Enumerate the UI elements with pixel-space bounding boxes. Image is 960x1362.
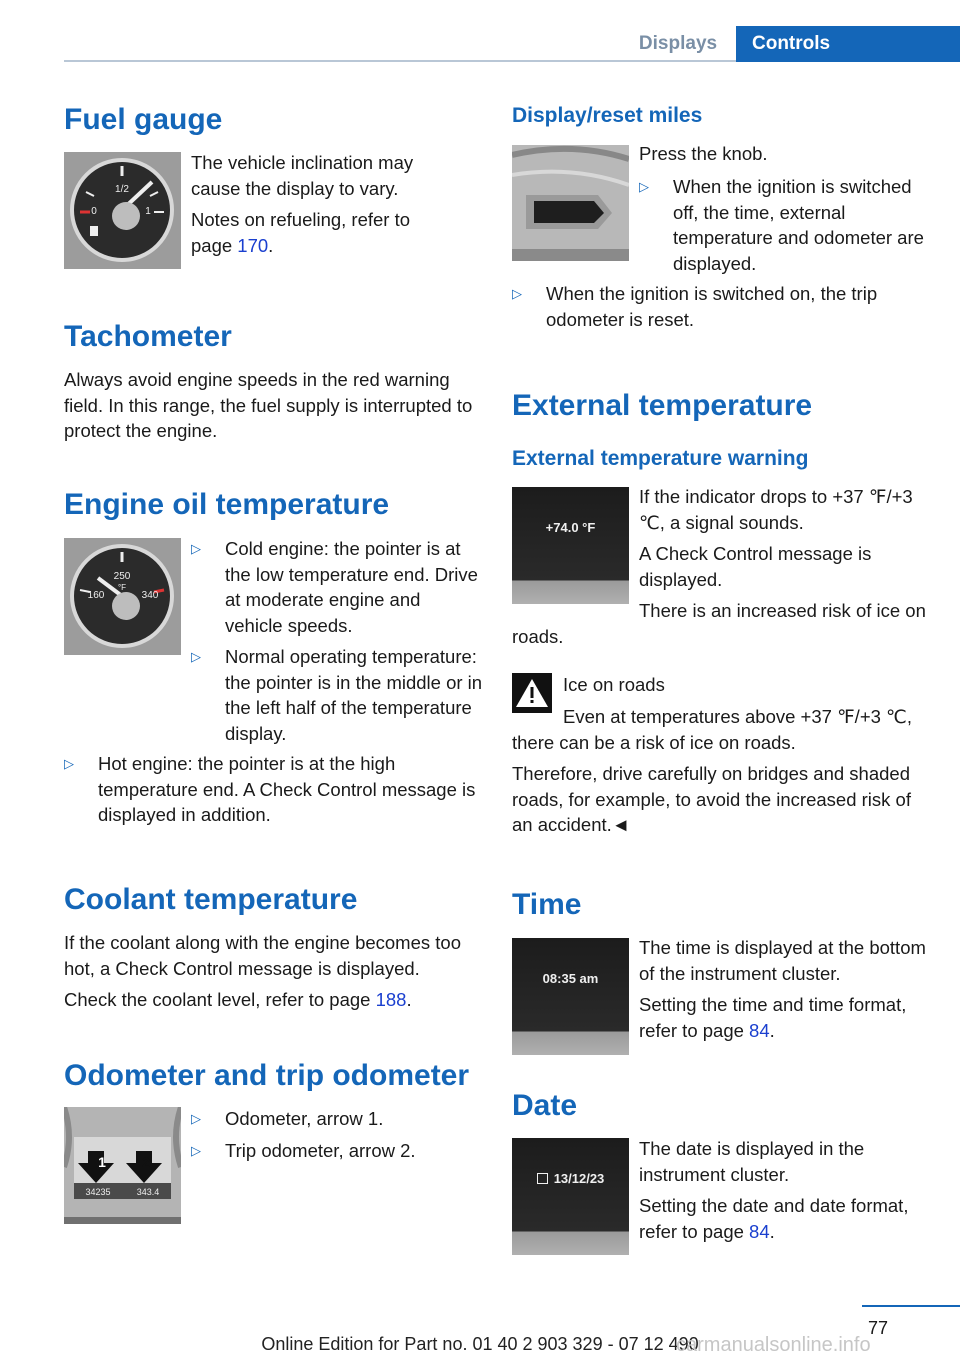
tachometer-text: Always avoid engine speeds in the red warning field. In this range, the fuel supply is interrupted to protect the engine. [64, 369, 473, 441]
date-setting [639, 1193, 931, 1244]
odometer-list-item-1 [191, 1106, 483, 1132]
odometer-item-2-text: Trip odometer, arrow 2. [225, 1140, 416, 1161]
odometer-heading: Odometer and trip odometer [64, 1059, 470, 1092]
fuel-note-refuel [191, 207, 453, 258]
oil-item-normal-text: Normal operating temperature: the pointer is in the middle or in the left half of the temperature display. [225, 646, 483, 744]
arrow-2-label: 2 [142, 1154, 150, 1170]
oil-gauge-low-label: 160 [87, 590, 105, 601]
reset-item-on-text: When the ignition is switched on, the trip odometer is reset. [546, 283, 878, 330]
header-section: Displays [638, 33, 718, 54]
footer-rule [862, 1305, 960, 1307]
time-setting-text: Setting the time and time format, refer to page [639, 994, 907, 1041]
oil-temperature-gauge-icon [64, 538, 181, 655]
arrow-1-label: 1 [98, 1154, 106, 1170]
calendar-icon [537, 1173, 548, 1184]
oil-list-item-normal [191, 644, 483, 746]
ice-warning-title: Ice on roads [563, 674, 665, 695]
trip-reading: 343.4 [136, 1187, 160, 1197]
oil-gauge-unit-label: °F [117, 583, 127, 592]
coolant-check [64, 987, 484, 1013]
ice-warning-text: Even at temperatures above +37 ℉/+3 ℃, there can be a risk of ice on roads. [512, 706, 912, 753]
time-setting-period: . [769, 1019, 775, 1041]
knob-icon [512, 145, 629, 261]
date-display-image [512, 1138, 629, 1255]
fuel-gauge-half-label: 1/2 [115, 184, 129, 195]
bullet-triangle-icon: ▷ [191, 649, 201, 664]
display-reset-heading: Display/reset miles [512, 104, 703, 127]
odometer-list-item-2 [191, 1138, 483, 1164]
coolant-check-text: Check the coolant level, refer to page [64, 989, 376, 1010]
fuel-gauge-image [64, 152, 181, 269]
edition-footer: Online Edition for Part no. 01 40 2 903 329 - 07 12 490 [261, 1334, 699, 1354]
engine-oil-heading: Engine oil temperature [64, 488, 390, 521]
coolant-text: If the coolant along with the engine becomes too hot, a Check Control message is displayed. [64, 932, 461, 979]
date-text: The date is displayed in the instrument cluster. [639, 1138, 865, 1185]
ext-temp-ice-risk: There is an increased risk of ice on roads. [512, 600, 926, 647]
reset-item-off-text: When the ignition is switched off, the time, external temperature and odometer are displayed. [673, 176, 924, 274]
external-temperature-display-image [512, 487, 629, 604]
ext-temp-check-control: A Check Control message is displayed. [639, 543, 872, 590]
tachometer-heading: Tachometer [64, 320, 232, 353]
reset-list-item-on [512, 281, 932, 332]
coolant-page-link[interactable]: 188 [375, 989, 407, 1010]
time-page-link[interactable]: 84 [749, 1019, 770, 1041]
reset-knob-image [512, 145, 629, 261]
bullet-triangle-icon: ▷ [191, 1143, 201, 1158]
odometer-item-1-text: Odometer, arrow 1. [225, 1108, 384, 1129]
oil-list-item-cold [191, 536, 483, 638]
odometer-reading: 34235 [85, 1187, 111, 1197]
date-readout-value: 13/12/23 [553, 1170, 605, 1186]
oil-item-cold-text: Cold engine: the pointer is at the low temperature end. Drive at moderate engine and vehicle speeds. [225, 538, 478, 636]
time-setting [639, 992, 931, 1043]
fuel-gauge-icon [64, 152, 181, 269]
coolant-heading: Coolant temperature [64, 883, 358, 916]
bullet-triangle-icon: ▷ [64, 756, 74, 771]
fuel-refuel-period: . [268, 234, 274, 256]
date-setting-period: . [769, 1220, 775, 1242]
header-chapter-tab: Controls [736, 26, 960, 62]
oil-gauge-high-label: 340 [141, 590, 159, 601]
time-text: The time is displayed at the bottom of the instrument cluster. [639, 937, 926, 984]
reset-list-item-off [639, 174, 931, 276]
bullet-triangle-icon: ▷ [512, 286, 522, 301]
external-temperature-warning-heading: External temperature warning [512, 447, 809, 470]
fuel-gauge-heading: Fuel gauge [64, 103, 223, 136]
oil-list-item-hot [64, 751, 484, 828]
time-heading: Time [512, 888, 582, 921]
oil-gauge-image [64, 538, 181, 655]
oil-gauge-mid-label: 250 [113, 571, 131, 582]
fuel-gauge-zero-label: 0 [91, 206, 97, 217]
external-temperature-readout: +74.0 °F [545, 519, 596, 535]
reset-press-knob: Press the knob. [639, 143, 768, 164]
fuel-refuel-text: Notes on refueling, refer to page [191, 209, 411, 256]
coolant-check-period: . [406, 989, 412, 1010]
ice-warning-advice: Therefore, drive carefully on bridges and shaded roads, for example, to avoid the increased risk of an accident.◄ [512, 763, 911, 835]
bullet-triangle-icon: ▷ [639, 179, 649, 194]
external-temperature-heading: External temperature [512, 389, 813, 422]
bullet-triangle-icon: ▷ [191, 1111, 201, 1126]
ext-temp-drop-note: If the indicator drops to +37 ℉/+3 ℃, a signal sounds. [639, 486, 913, 533]
date-setting-text: Setting the date and date format, refer to page [639, 1195, 909, 1242]
date-readout [512, 1171, 629, 1186]
fuel-page-link[interactable]: 170 [237, 234, 269, 256]
watermark: carmanualsonline.info [676, 1334, 871, 1356]
bullet-triangle-icon: ▷ [191, 541, 201, 556]
oil-item-hot-text: Hot engine: the pointer is at the high temperature end. A Check Control message is displayed in addition. [98, 753, 476, 825]
time-readout: 08:35 am [542, 970, 599, 986]
time-display-image [512, 938, 629, 1055]
fuel-note-variation: The vehicle inclination may cause the display to vary. [191, 152, 414, 199]
odometer-image [64, 1107, 181, 1224]
page-number: 77 [867, 1318, 888, 1338]
fuel-gauge-full-label: 1 [145, 206, 151, 217]
date-heading: Date [512, 1089, 578, 1122]
date-page-link[interactable]: 84 [749, 1220, 770, 1242]
odometer-display-icon [64, 1107, 181, 1224]
